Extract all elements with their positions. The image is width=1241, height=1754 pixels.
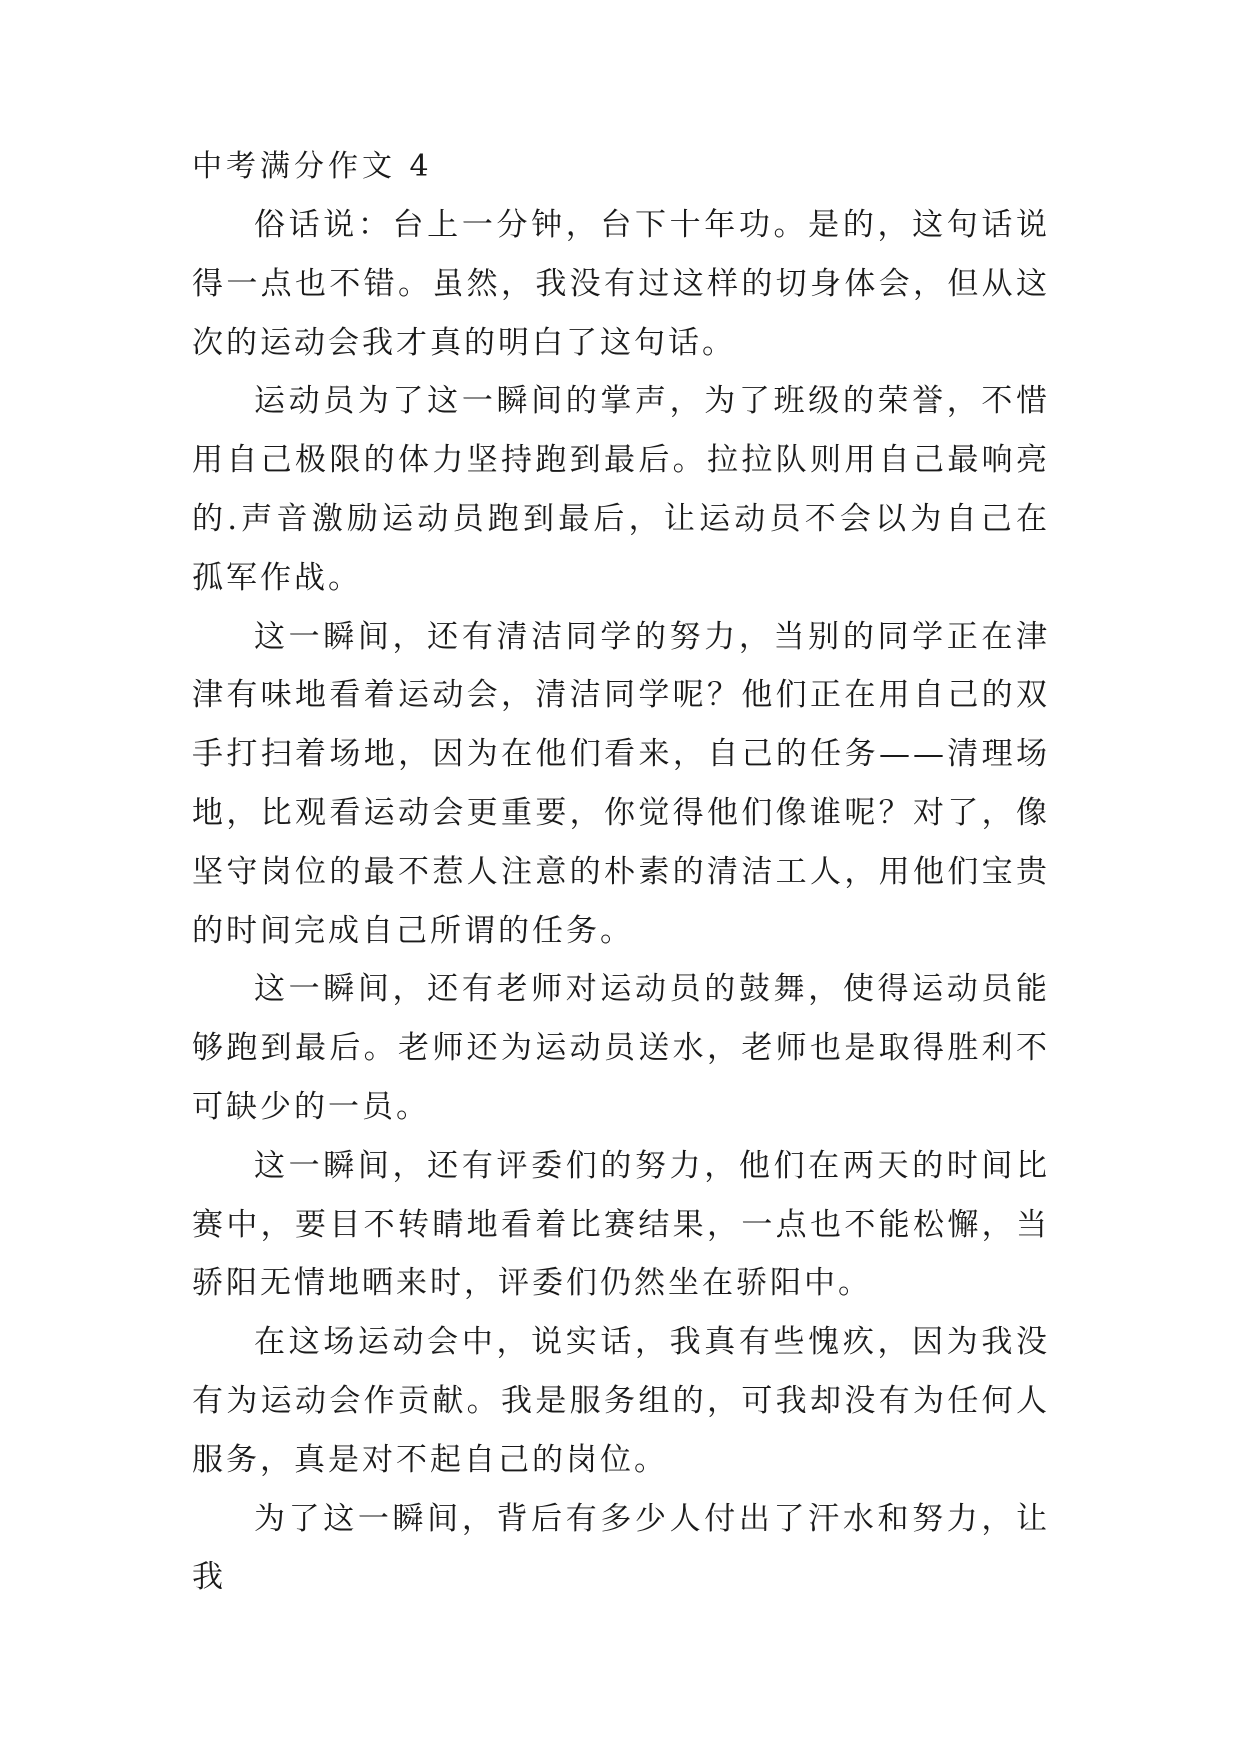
paragraph-5: 这一瞬间，还有评委们的努力，他们在两天的时间比赛中，要目不转睛地看着比赛结果，一点也不能松懈，当骄阳无情地晒来时，评委们仍然坐在骄阳中。 (192, 1147, 1050, 1302)
paragraph-6: 在这场运动会中，说实话，我真有些愧疚，因为我没有为运动会作贡献。我是服务组的，可我却没有为任何人服务，真是对不起自己的岗位。 (192, 1324, 1050, 1478)
essay-title: 中考满分作文 4 (192, 149, 433, 184)
paragraph-7: 为了这一瞬间，背后有多少人付出了汗水和努力，让我 (192, 1500, 1050, 1596)
paragraph-1: 俗话说：台上一分钟，台下十年功。是的，这句话说得一点也不错。虽然，我没有过这样的切身体会，但从这次的运动会我才真的明白了这句话。 (192, 207, 1050, 361)
paragraph-3: 这一瞬间，还有清洁同学的努力，当别的同学正在津津有味地看着运动会，清洁同学呢？他们正在用自己的双手打扫着场地，因为在他们看来，自己的任务——清理场地，比观看运动会更重要，你觉得他们像谁呢？对了，像坚守岗位的最不惹人注意的朴素的清洁工人，用他们宝贵的时间完成自己所谓的任务。 (192, 618, 1050, 949)
paragraph-4: 这一瞬间，还有老师对运动员的鼓舞，使得运动员能够跑到最后。老师还为运动员送水，老师也是取得胜利不可缺少的一员。 (192, 971, 1050, 1125)
paragraph-2: 运动员为了这一瞬间的掌声，为了班级的荣誉，不惜用自己极限的体力坚持跑到最后。拉拉队则用自己最响亮的.声音激励运动员跑到最后，让运动员不会以为自己在孤军作战。 (192, 383, 1050, 596)
document-page (192, 138, 1050, 1607)
